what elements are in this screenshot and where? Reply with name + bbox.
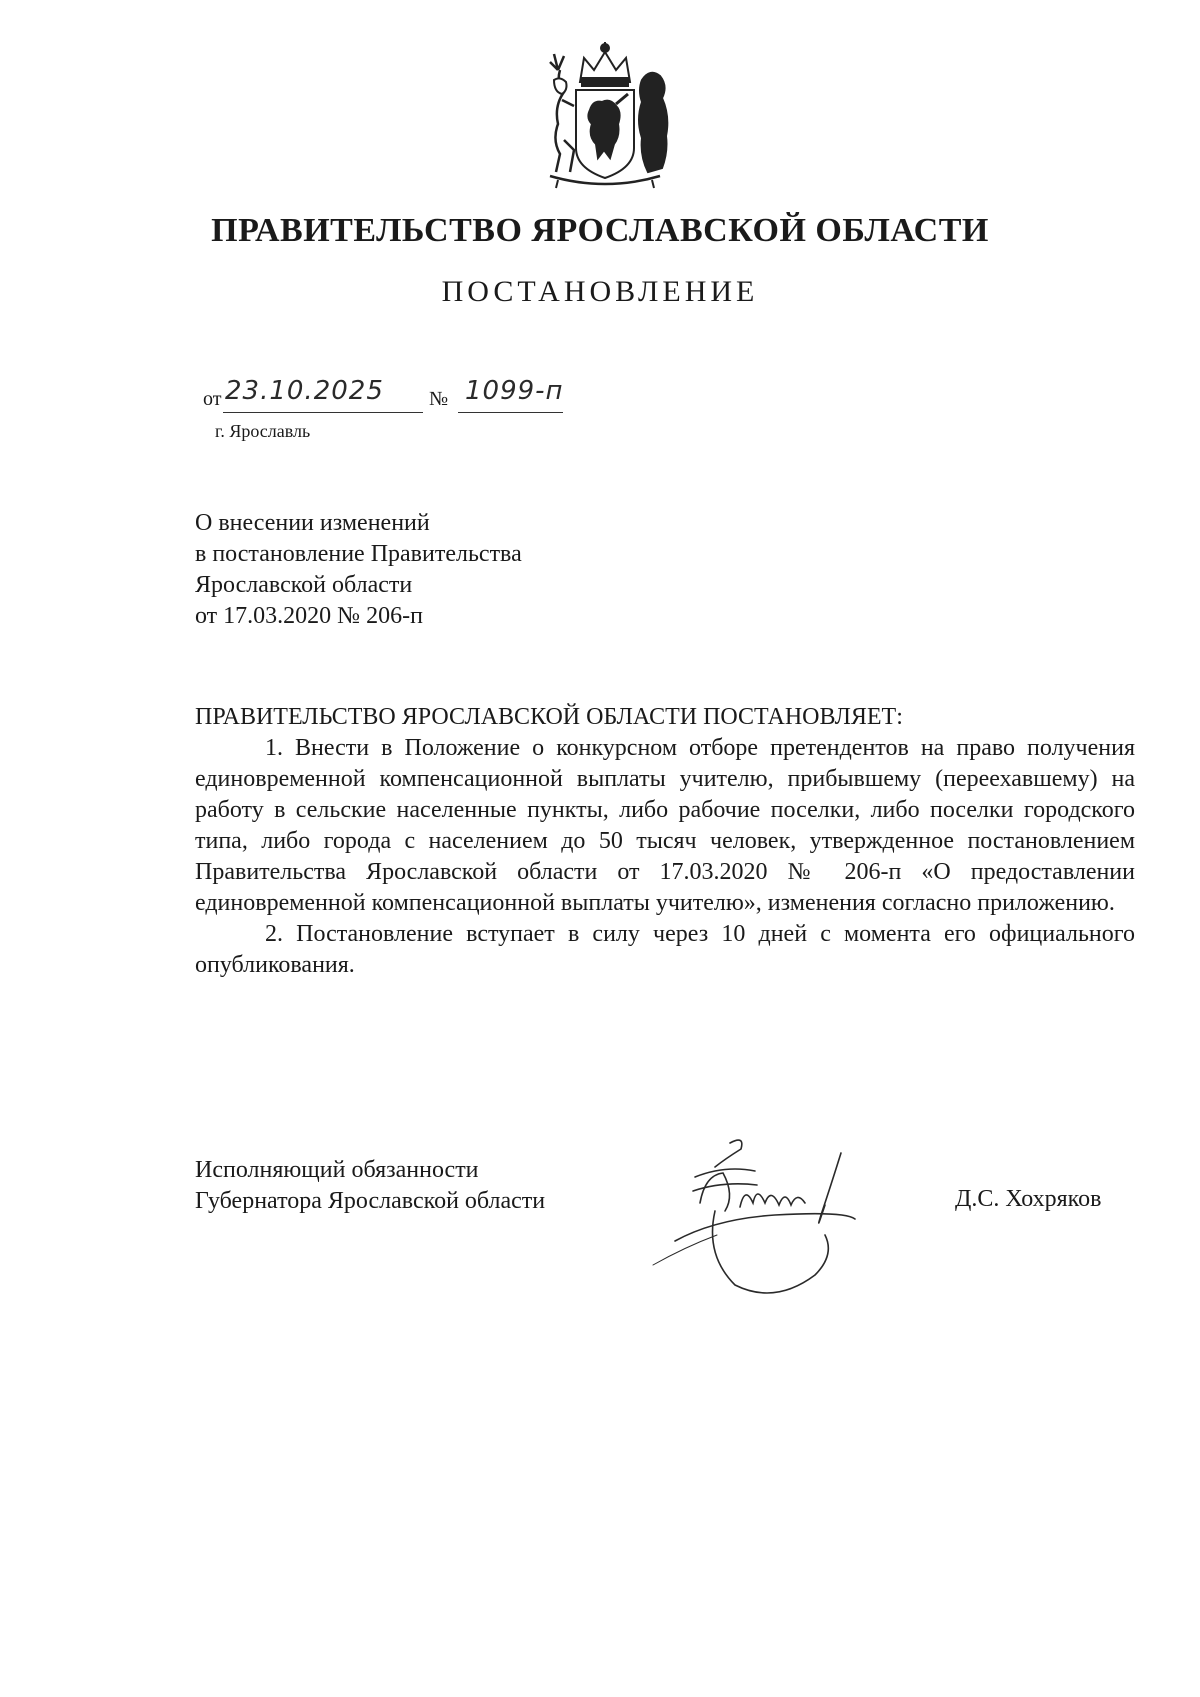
- document-type: ПОСТАНОВЛЕНИЕ: [441, 275, 759, 308]
- number-underline: [458, 412, 563, 413]
- subject-line: от 17.03.2020 № 206-п: [195, 603, 423, 629]
- signer-name: Д.С. Хохряков: [955, 1186, 1102, 1212]
- document-subject: [195, 508, 522, 632]
- document-date: 23.10.2025: [225, 376, 384, 406]
- date-underline: [223, 412, 423, 413]
- decree-body: [195, 702, 1135, 981]
- handwritten-signature-icon: [645, 1115, 935, 1300]
- signer-position-line: Исполняющий обязанности: [195, 1157, 479, 1183]
- government-title: ПРАВИТЕЛЬСТВО ЯРОСЛАВСКОЙ ОБЛАСТИ: [211, 212, 989, 249]
- decree-paragraph: 1. Внести в Положение о конкурсном отборе претендентов на право получения единовременной компенсационной выплаты учителю, прибывшему (переехавшему) на работу в сельские населенные пункты, либо рабочие поселки, либо поселки городского типа, либо города с населением до 50 тысяч человек, утвержденное постановлением Правительства Ярославской области от 17.03.2020 № 206-п «О предоставлении единовременной компенсационной выплаты учителю», изменения согласно приложению.: [195, 735, 1135, 916]
- decree-heading: ПРАВИТЕЛЬСТВО ЯРОСЛАВСКОЙ ОБЛАСТИ ПОСТАНОВЛЯЕТ:: [195, 704, 903, 730]
- coat-of-arms-icon: [538, 40, 673, 190]
- city: г. Ярославль: [215, 421, 311, 441]
- signer-position: [195, 1155, 545, 1217]
- decree-paragraph: 2. Постановление вступает в силу через 10 дней с момента его официального опубликования.: [195, 921, 1135, 978]
- subject-line: в постановление Правительства: [195, 541, 522, 567]
- date-label: от: [203, 388, 222, 410]
- signer-position-line: Губернатора Ярославской области: [195, 1188, 546, 1214]
- subject-line: О внесении изменений: [195, 510, 430, 536]
- subject-line: Ярославской области: [195, 572, 413, 598]
- document-number: 1099-п: [465, 376, 564, 406]
- number-label: №: [429, 388, 449, 410]
